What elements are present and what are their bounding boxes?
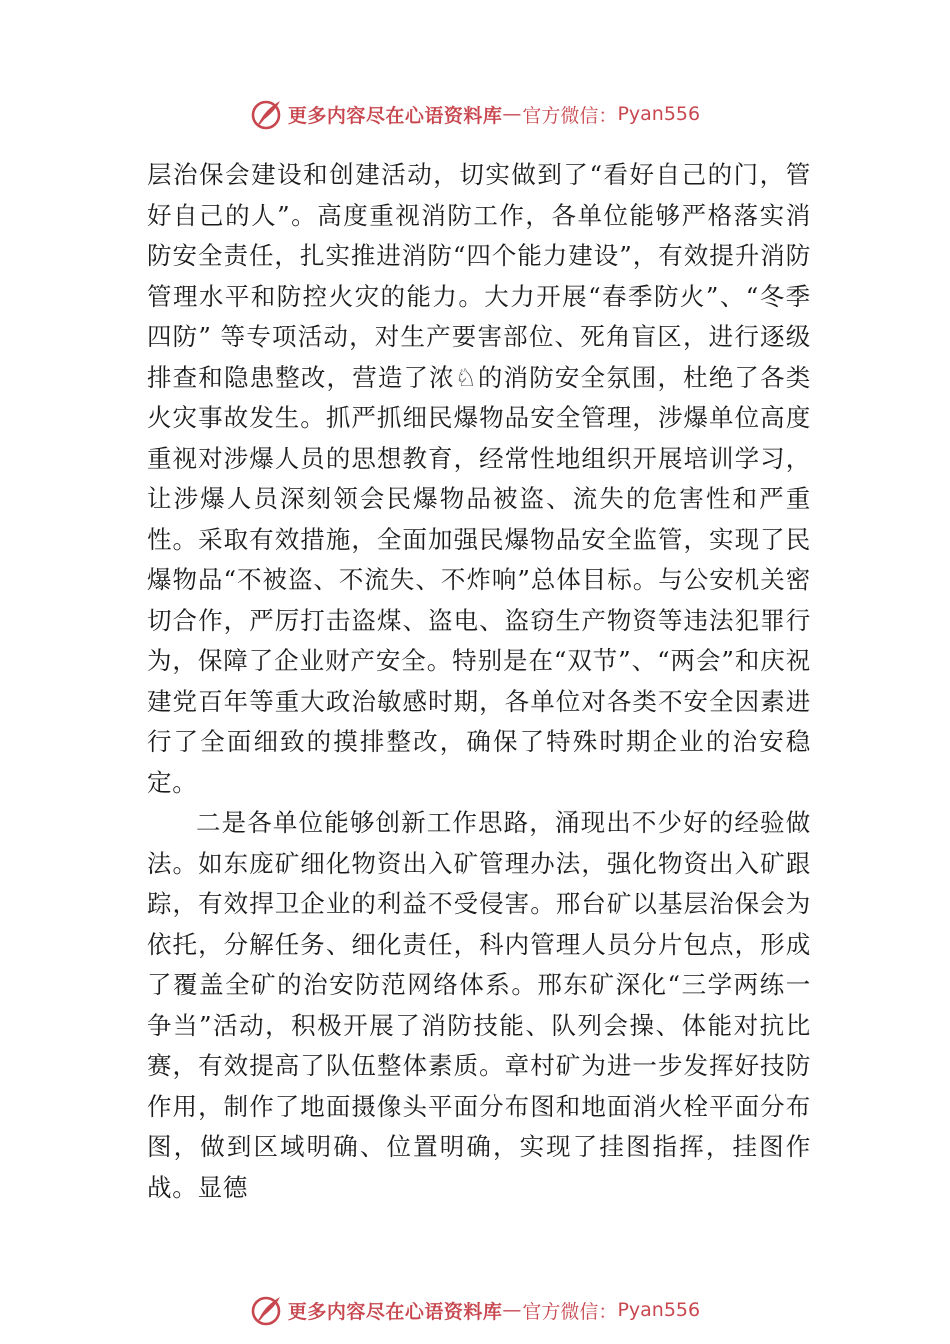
footer-separator: —: [502, 1299, 523, 1321]
paragraph-2: 二是各单位能够创新工作思路，涌现出不少好的经验做法。如东庞矿细化物资出入矿管理办法，强化物资出入矿跟踪，有效捍卫企业的利益不受侵害。邢台矿以基层治保会为依托，分解任务、细化责任，科内管理人员分片包点，形成了覆盖全矿的治安防范网络体系。邢东矿深化“三学两练一争当”活动，积极开展了消防技能、队列会操、体能对抗比赛，有效提高了队伍整体素质。章村矿为进一步发挥好技防作用，制作了地面摄像头平面分布图和地面消火栓平面分布图，做到区域明确、位置明确，实现了挂图指挥，挂图作战。显德: [147, 808, 811, 1202]
banner-separator: —: [502, 103, 523, 125]
header-banner: [0, 94, 950, 134]
banner-wechat-id: Pyan556: [617, 103, 701, 125]
document-body: [147, 155, 811, 1208]
feather-pen-logo-icon: [250, 97, 284, 131]
feather-pen-logo-icon: [250, 1293, 284, 1327]
footer-brand-text: 更多内容尽在心语资料库: [287, 1300, 503, 1323]
footer-wechat-label: 官方微信：: [522, 1300, 618, 1323]
footer-banner: [0, 1290, 950, 1330]
banner-wechat-label: 官方微信：: [522, 104, 618, 127]
banner-brand-text: 更多内容尽在心语资料库: [287, 104, 503, 127]
paragraph-1: 层治保会建设和创建活动，切实做到了“看好自己的门，管好自己的人”。高度重视消防工作，各单位能够严格落实消防安全责任，扎实推进消防“四个能力建设”，有效提升消防管理水平和防控火灾的能力。大力开展“春季防火”、“冬季四防” 等专项活动，对生产要害部位、死角盲区，进行逐级排查和隐患整改，营造了浓♘的消防安全氛围，杜绝了各类火灾事故发生。抓严抓细民爆物品安全管理，涉爆单位高度重视对涉爆人员的思想教育，经常性地组织开展培训学习，让涉爆人员深刻领会民爆物品被盗、流失的危害性和严重性。采取有效措施，全面加强民爆物品安全监管，实现了民爆物品“不被盗、不流失、不炸响”总体目标。与公安机关密切合作，严厉打击盗煤、盗电、盗窃生产物资等违法犯罪行为，保障了企业财产安全。特别是在“双节”、“两会”和庆祝建党百年等重大政治敏感时期，各单位对各类不安全因素进行了全面细致的摸排整改，确保了特殊时期企业的治安稳定。: [147, 160, 811, 797]
footer-wechat-id: Pyan556: [617, 1299, 701, 1321]
